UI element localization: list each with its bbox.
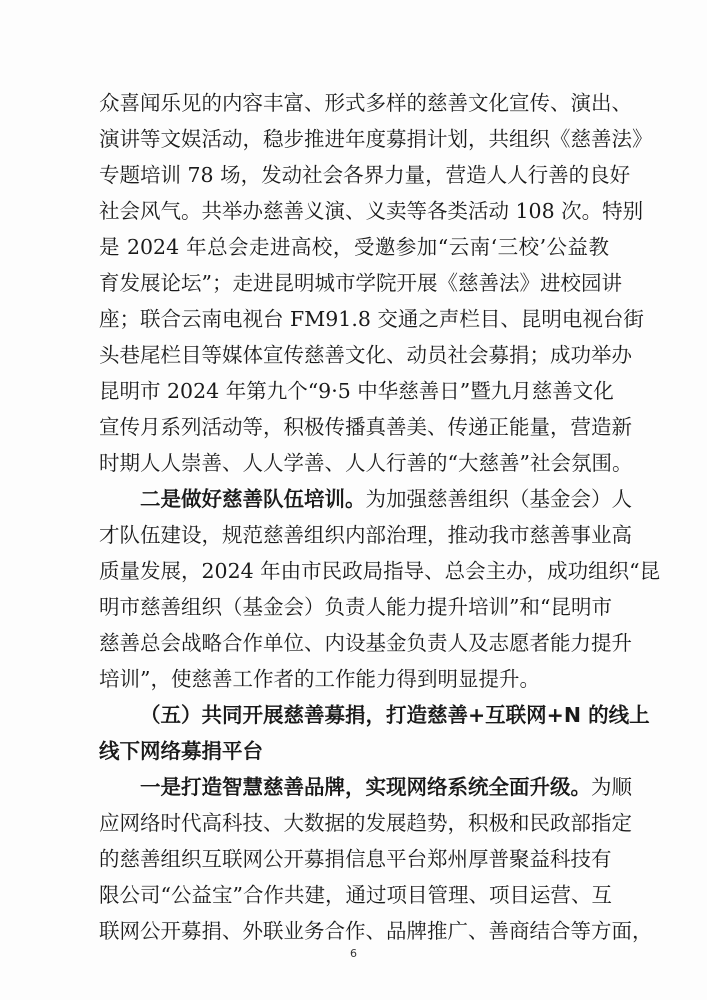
text-line: 时期人人崇善、人人学善、人人行善的“大慈善”社会氛围。 [99, 451, 633, 475]
text-line: 宣传月系列活动等，积极传播真善美、传递正能量，营造新 [99, 415, 632, 439]
text-line: 应网络时代高科技、大数据的发展趋势，积极和民政部指定 [99, 811, 632, 835]
text-line: 联网公开募捐、外联业务合作、品牌推广、善商结合等方面， [99, 919, 653, 943]
text-line: 专题培训 78 场，发动社会各界力量，营造人人行善的良好 [99, 163, 631, 187]
heading-line: 线下网络募捐平台 [99, 739, 263, 763]
text-line: 质量发展，2024 年由市民政局指导、总会主办，成功组织“昆 [99, 559, 661, 583]
text-line: 座；联合云南电视台 FM91.8 交通之声栏目、昆明电视台街 [99, 307, 644, 331]
text-line: 培训”，使慈善工作者的工作能力得到明显提升。 [99, 667, 540, 691]
text-line: 昆明市 2024 年第九个“9·5 中华慈善日”暨九月慈善文化 [99, 379, 614, 403]
text-span: 为顺 [591, 775, 632, 799]
text-line: 头巷尾栏目等媒体宣传慈善文化、动员社会募捐；成功举办 [99, 343, 632, 367]
heading-line: （五）共同开展慈善募捐，打造慈善+互联网+N 的线上 [140, 703, 650, 727]
page-number: 6 [350, 947, 357, 960]
text-line: 演讲等文娱活动，稳步推进年度募捐计划，共组织《慈善法》 [99, 127, 653, 151]
text-line: 才队伍建设，规范慈善组织内部治理，推动我市慈善事业高 [99, 523, 632, 547]
text-line: 育发展论坛”；走进昆明城市学院开展《慈善法》进校园讲 [99, 271, 622, 295]
text-line: 的慈善组织互联网公开募捐信息平台郑州厚普聚益科技有 [99, 847, 612, 871]
paragraph-lead-heading: 一是打造智慧慈善品牌，实现网络系统全面升级。 [140, 775, 591, 799]
text-line-first [140, 773, 632, 801]
text-line: 限公司“公益宝”合作共建，通过项目管理、项目运营、互 [99, 883, 612, 907]
text-line: 慈善总会战略合作单位、内设基金负责人及志愿者能力提升 [99, 631, 632, 655]
text-line: 社会风气。共举办慈善义演、义卖等各类活动 108 次。特别 [99, 199, 644, 223]
text-line: 明市慈善组织（基金会）负责人能力提升培训”和“昆明市 [99, 595, 612, 619]
text-span: 为加强慈善组织（基金会）人 [365, 487, 632, 511]
text-line-first [140, 485, 632, 513]
paragraph-lead-heading: 二是做好慈善队伍培训。 [140, 487, 366, 511]
text-line: 是 2024 年总会走进高校，受邀参加“云南‘三校’公益教 [99, 235, 609, 259]
text-line: 众喜闻乐见的内容丰富、形式多样的慈善文化宣传、演出、 [99, 91, 632, 115]
